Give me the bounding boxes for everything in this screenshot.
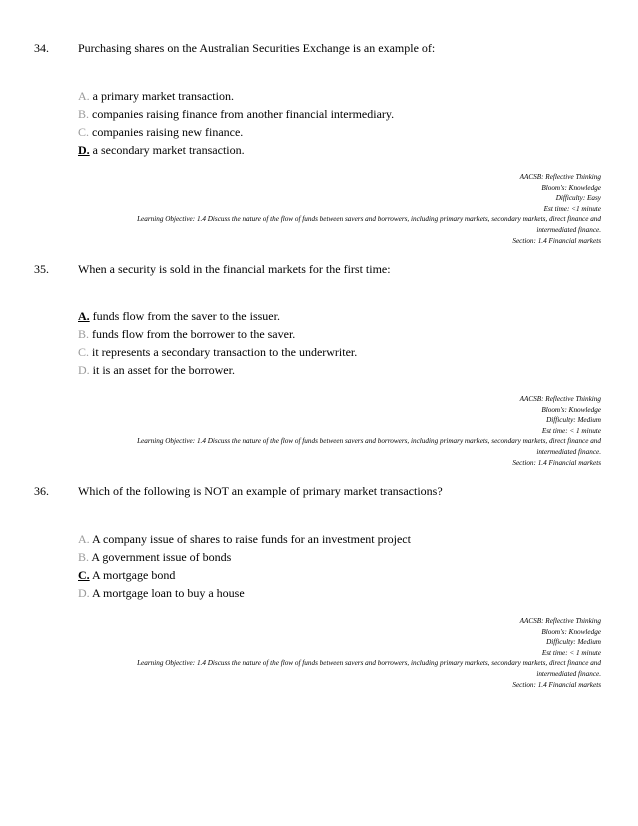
option-a <box>78 307 357 325</box>
meta-blooms: Bloom's: Knowledge <box>541 405 601 414</box>
question-metadata <box>41 172 601 246</box>
meta-est-time: Est time: < 1 minute <box>541 426 601 435</box>
option-text: it is an asset for the borrower. <box>92 363 235 377</box>
meta-blooms: Bloom's: Knowledge <box>541 183 601 192</box>
option-text: funds flow from the saver to the issuer. <box>92 309 280 323</box>
option-d <box>78 361 357 379</box>
option-b <box>78 325 357 343</box>
option-d <box>78 584 411 602</box>
option-b <box>78 105 394 123</box>
option-letter: C. <box>78 125 90 139</box>
option-letter: A. <box>78 89 90 103</box>
option-text: A mortgage bond <box>92 568 176 582</box>
question-number: 36. <box>34 484 49 498</box>
option-letter: A. <box>78 532 90 546</box>
option-a <box>78 530 411 548</box>
option-letter-correct: D. <box>78 143 90 157</box>
meta-objective: Learning Objective: 1.4 Discuss the nature of the flow of funds between savers and borrowers, including primary markets, secondary markets, direct finance and <box>137 215 601 224</box>
meta-blooms: Bloom's: Knowledge <box>541 627 601 636</box>
meta-difficulty: Difficulty: Easy <box>555 194 601 203</box>
meta-aacsb: AACSB: Reflective Thinking <box>519 395 601 403</box>
option-letter-correct: A. <box>78 309 90 323</box>
option-letter-correct: C. <box>78 568 90 582</box>
meta-objective-cont: intermediated finance. <box>536 669 601 678</box>
option-letter: B. <box>78 107 90 121</box>
option-letter: C. <box>78 345 90 359</box>
option-text: funds flow from the borrower to the saver. <box>92 327 296 341</box>
meta-section: Section: 1.4 Financial markets <box>512 458 601 467</box>
meta-section: Section: 1.4 Financial markets <box>512 680 601 689</box>
option-text: a secondary market transaction. <box>92 143 245 157</box>
question-text: Purchasing shares on the Australian Securities Exchange is an example of: <box>78 41 436 55</box>
answer-options <box>78 307 357 379</box>
option-text: companies raising finance from another financial intermediary. <box>92 107 395 121</box>
meta-aacsb: AACSB: Reflective Thinking <box>519 173 601 181</box>
option-text: a primary market transaction. <box>92 89 234 103</box>
option-text: A company issue of shares to raise funds for an investment project <box>92 532 411 546</box>
option-letter: D. <box>78 363 90 377</box>
meta-objective-cont: intermediated finance. <box>536 225 601 234</box>
question-text: Which of the following is NOT an example of primary market transactions? <box>78 484 443 498</box>
option-c <box>78 343 357 361</box>
option-text: it represents a secondary transaction to the underwriter. <box>92 345 358 359</box>
option-letter: B. <box>78 327 90 341</box>
question-text: When a security is sold in the financial markets for the first time: <box>78 262 391 276</box>
meta-aacsb: AACSB: Reflective Thinking <box>519 617 601 625</box>
option-letter: B. <box>78 550 90 564</box>
meta-difficulty: Difficulty: Medium <box>546 638 601 647</box>
meta-objective-cont: intermediated finance. <box>536 447 601 456</box>
meta-est-time: Est time: < 1 minute <box>541 648 601 657</box>
question-number: 35. <box>34 262 49 276</box>
meta-est-time: Est time: <1 minute <box>543 204 601 213</box>
meta-difficulty: Difficulty: Medium <box>546 416 601 425</box>
meta-section: Section: 1.4 Financial markets <box>512 236 601 245</box>
option-c <box>78 566 411 584</box>
option-text: A government issue of bonds <box>91 550 232 564</box>
meta-objective: Learning Objective: 1.4 Discuss the nature of the flow of funds between savers and borrowers, including primary markets, secondary markets, direct finance and <box>137 659 601 668</box>
option-b <box>78 548 411 566</box>
option-text: A mortgage loan to buy a house <box>92 586 245 600</box>
meta-objective: Learning Objective: 1.4 Discuss the nature of the flow of funds between savers and borrowers, including primary markets, secondary markets, direct finance and <box>137 437 601 446</box>
option-a <box>78 87 394 105</box>
option-letter: D. <box>78 586 90 600</box>
question-metadata <box>41 616 601 690</box>
answer-options <box>78 530 411 602</box>
question-number: 34. <box>34 41 49 55</box>
question-metadata <box>41 394 601 468</box>
option-c <box>78 123 394 141</box>
option-d <box>78 141 394 159</box>
option-text: companies raising new finance. <box>92 125 244 139</box>
answer-options <box>78 87 394 159</box>
